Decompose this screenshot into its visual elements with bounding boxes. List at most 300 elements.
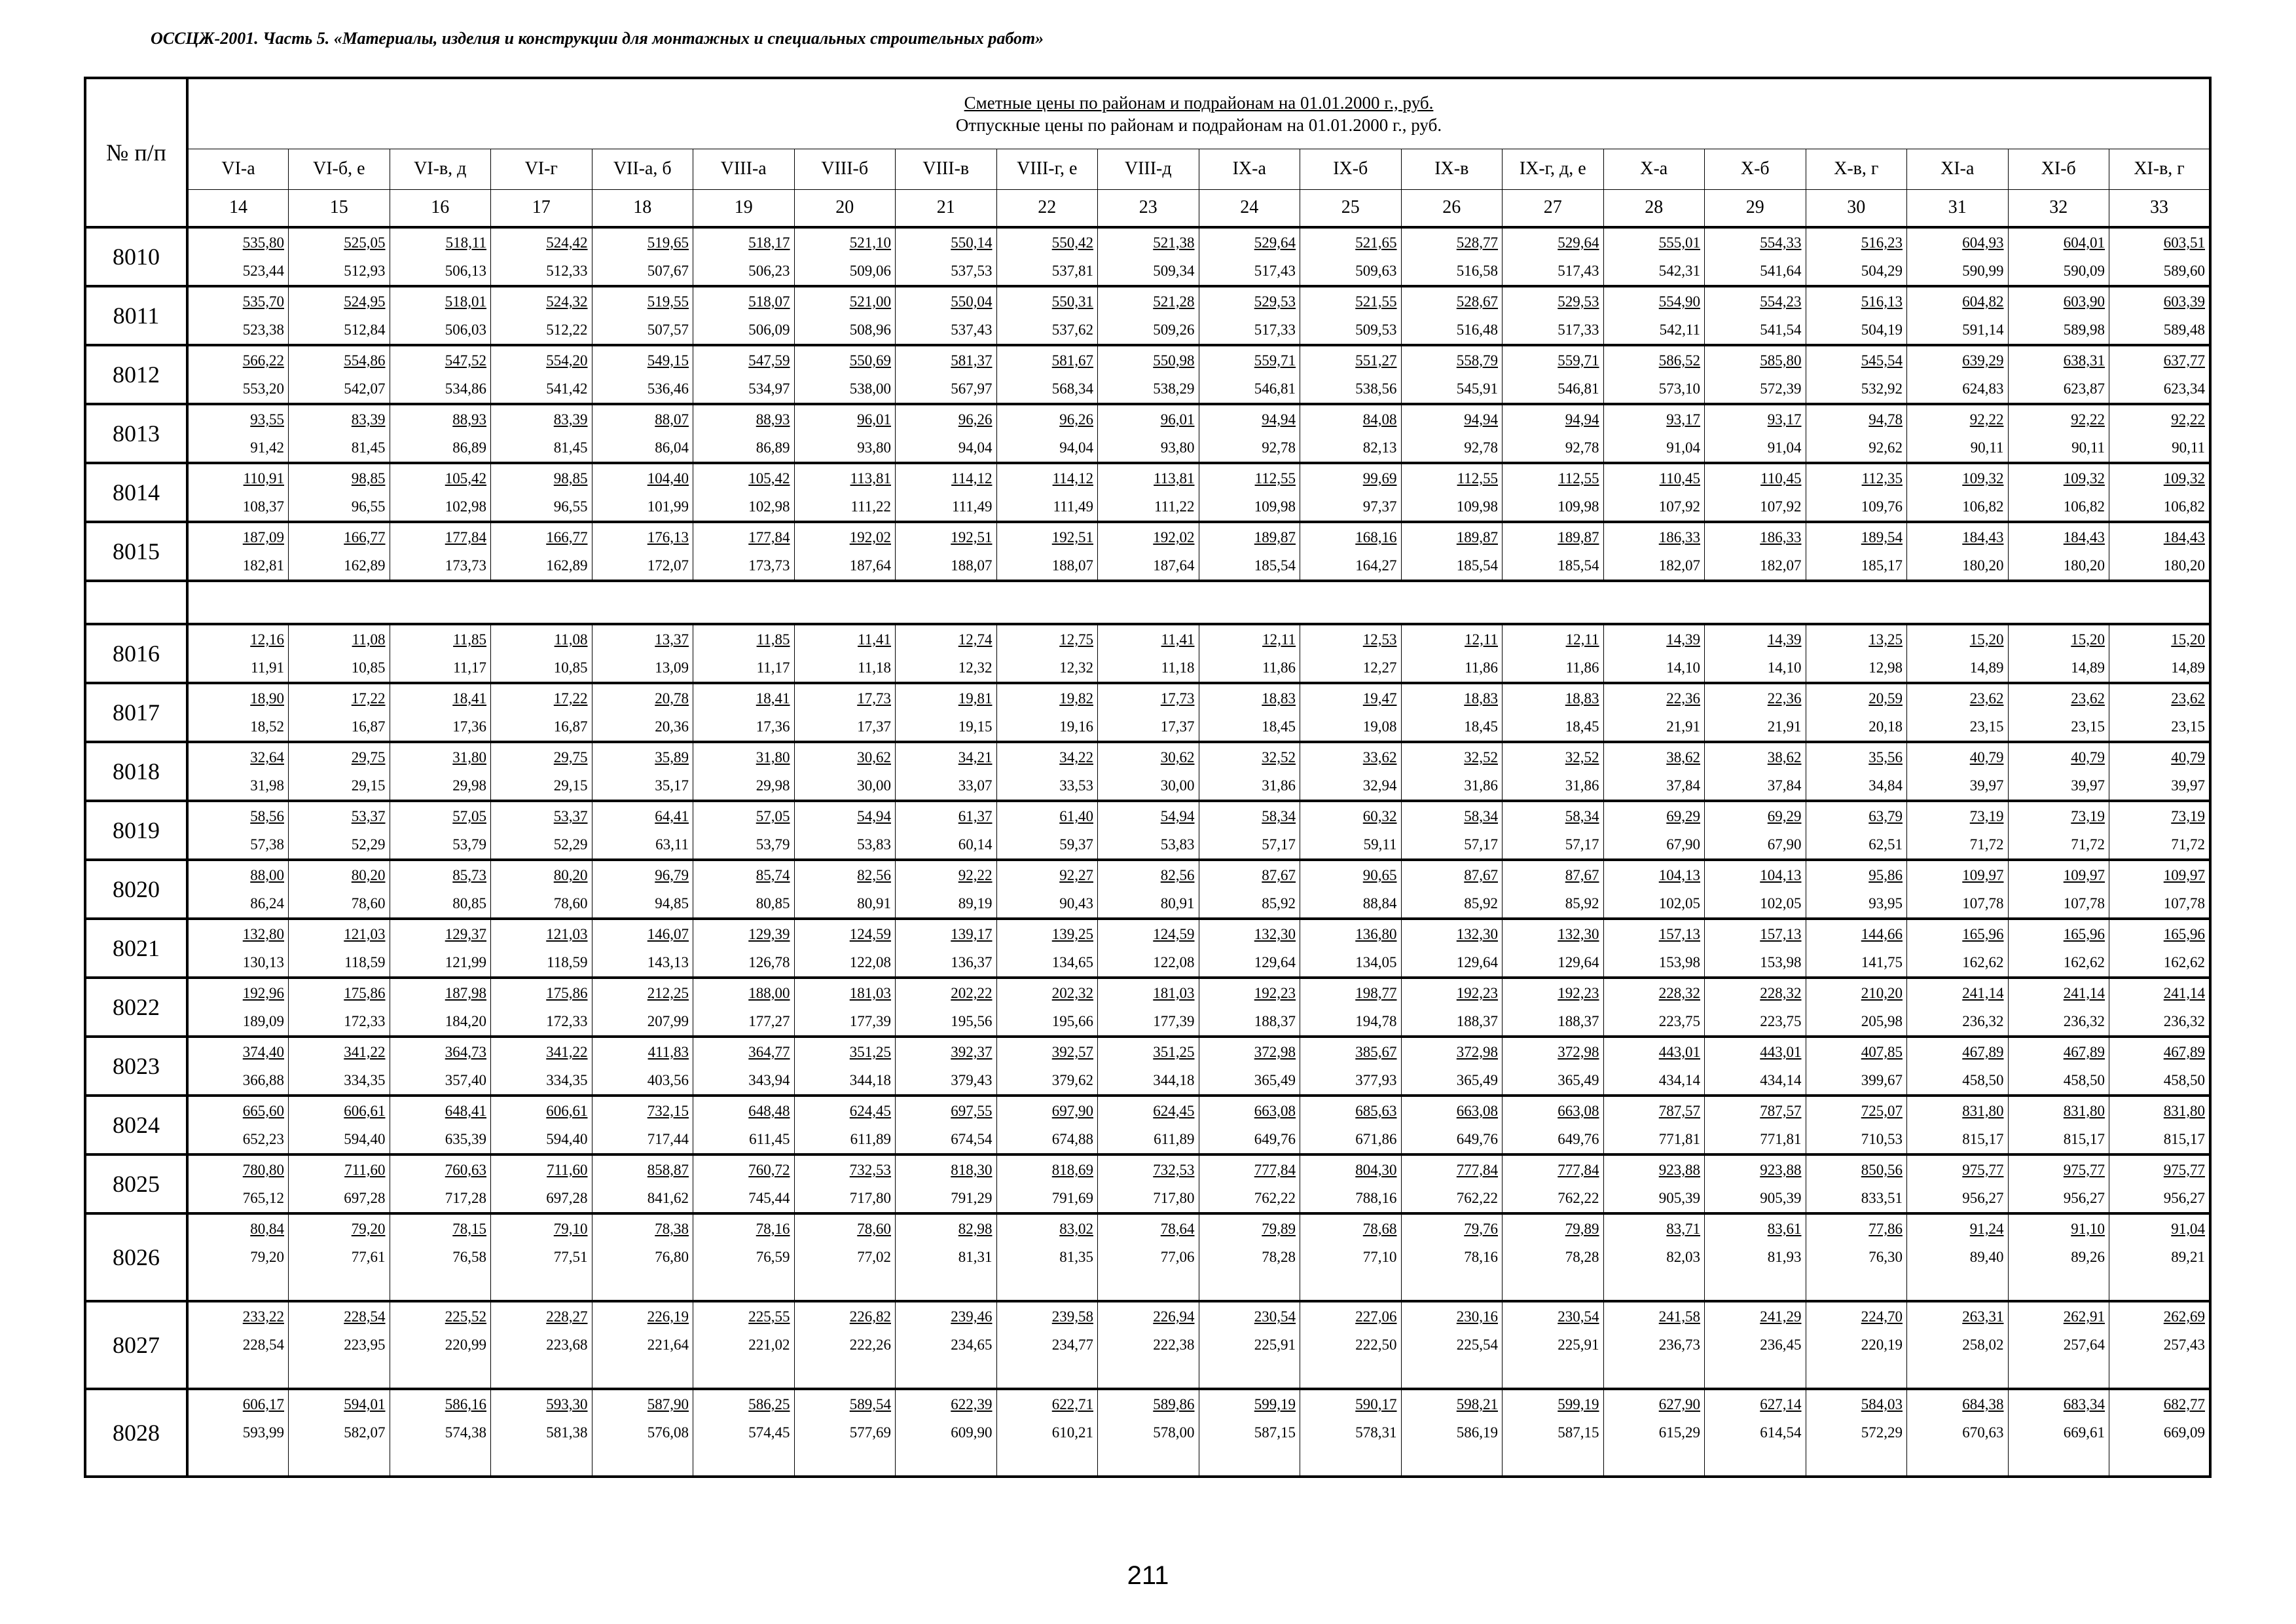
release-price: 182,07	[1760, 557, 1802, 574]
release-price: 534,97	[748, 380, 790, 397]
price-cell	[996, 860, 1098, 919]
estimate-price: 521,55	[1355, 293, 1397, 310]
estimate-price: 61,37	[958, 808, 993, 824]
release-price: 956,27	[2063, 1190, 2105, 1206]
row-code: 8020	[85, 860, 187, 919]
release-price: 223,95	[344, 1337, 386, 1353]
estimate-price: 228,27	[546, 1308, 588, 1325]
column-number: 25	[1300, 189, 1402, 227]
price-cell	[996, 404, 1098, 463]
release-price: 221,64	[647, 1337, 689, 1353]
release-price: 18,45	[1262, 718, 1296, 735]
estimate-price: 198,77	[1355, 985, 1397, 1001]
price-cell	[693, 1389, 795, 1477]
price-cell	[592, 860, 693, 919]
price-cell	[1806, 742, 1907, 801]
column-number: 30	[1806, 189, 1907, 227]
estimate-price: 550,14	[951, 234, 993, 251]
estimate-price: 79,20	[351, 1221, 386, 1237]
estimate-price: 241,14	[2063, 985, 2105, 1001]
price-cell	[794, 919, 896, 978]
price-cell	[896, 404, 997, 463]
release-price: 164,27	[1355, 557, 1397, 574]
release-price: 14,89	[1969, 659, 2004, 676]
release-price: 586,19	[1456, 1424, 1498, 1441]
estimate-price: 113,81	[850, 470, 891, 487]
release-price: 182,81	[242, 557, 284, 574]
estimate-price: 529,64	[1558, 234, 1599, 251]
estimate-price: 528,67	[1456, 293, 1498, 310]
release-price: 591,14	[1962, 322, 2004, 338]
release-price: 542,11	[1659, 322, 1700, 338]
estimate-price: 228,32	[1658, 985, 1700, 1001]
table-row	[85, 1037, 2210, 1096]
column-number: 18	[592, 189, 693, 227]
release-price: 18,45	[1565, 718, 1599, 735]
estimate-price: 77,86	[1868, 1221, 1903, 1237]
estimate-price: 189,87	[1254, 529, 1296, 545]
price-cell	[896, 522, 997, 581]
estimate-price: 88,07	[655, 411, 689, 428]
estimate-price: 239,46	[951, 1308, 993, 1325]
estimate-price: 14,39	[1767, 631, 1802, 648]
estimate-price: 78,38	[655, 1221, 689, 1237]
release-price: 14,89	[2071, 659, 2105, 676]
estimate-price: 525,05	[344, 234, 386, 251]
release-price: 33,53	[1059, 777, 1093, 794]
release-price: 52,29	[553, 836, 588, 853]
price-cell	[1907, 522, 2009, 581]
estimate-price-caption: Сметные цены по районам и подрайонам на 01.01.2000 г., руб.	[964, 92, 1434, 113]
estimate-price: 17,73	[857, 690, 891, 707]
estimate-price: 187,09	[242, 529, 284, 545]
estimate-price: 186,33	[1760, 529, 1802, 545]
release-price: 20,36	[655, 718, 689, 735]
estimate-price: 109,32	[1962, 470, 2004, 487]
release-price: 546,81	[1254, 380, 1296, 397]
release-price: 635,39	[445, 1131, 486, 1147]
estimate-price: 606,61	[546, 1103, 588, 1119]
release-price: 537,62	[1051, 322, 1093, 338]
release-price: 143,13	[647, 954, 689, 970]
price-cell	[187, 463, 289, 522]
release-price: 13,09	[655, 659, 689, 676]
release-price: 109,98	[1558, 498, 1599, 515]
release-price: 815,17	[2163, 1131, 2205, 1147]
estimate-price: 93,17	[1767, 411, 1802, 428]
estimate-price: 547,52	[445, 352, 486, 369]
price-cell	[592, 742, 693, 801]
release-price: 587,15	[1254, 1424, 1296, 1441]
number-column-header: № п/п	[85, 78, 187, 227]
release-price: 710,53	[1861, 1131, 1903, 1147]
price-cell	[289, 1096, 390, 1154]
estimate-price: 157,13	[1760, 926, 1802, 942]
release-price: 611,89	[850, 1131, 891, 1147]
price-cell	[187, 860, 289, 919]
release-price: 89,19	[958, 895, 993, 912]
estimate-price: 519,55	[647, 293, 689, 310]
release-price: 541,64	[1760, 263, 1802, 279]
estimate-price: 17,22	[351, 690, 386, 707]
price-cell	[1806, 345, 1907, 404]
estimate-price: 581,67	[1051, 352, 1093, 369]
price-cell	[1098, 1301, 1199, 1389]
price-cell	[2008, 919, 2109, 978]
estimate-price: 58,34	[1262, 808, 1296, 824]
release-price: 12,98	[1868, 659, 1903, 676]
price-cell	[693, 624, 795, 683]
price-cell	[390, 1096, 491, 1154]
price-cell	[1705, 404, 1806, 463]
price-cell	[1806, 522, 1907, 581]
release-price: 195,66	[1051, 1013, 1093, 1029]
release-price: 102,98	[748, 498, 790, 515]
price-cell	[1806, 683, 1907, 742]
estimate-price: 975,77	[1962, 1162, 2004, 1178]
estimate-price: 93,55	[250, 411, 284, 428]
estimate-price: 189,54	[1861, 529, 1903, 545]
price-cell	[1503, 1096, 1604, 1154]
price-cell	[2109, 345, 2211, 404]
release-price: 343,94	[748, 1072, 790, 1088]
price-cell	[794, 801, 896, 860]
price-cell	[1098, 522, 1199, 581]
estimate-price: 83,39	[553, 411, 588, 428]
price-cell	[1907, 742, 2009, 801]
district-header: IX-б	[1300, 149, 1402, 189]
estimate-price: 202,32	[1051, 985, 1093, 1001]
estimate-price: 32,64	[250, 749, 284, 766]
price-cell	[1907, 978, 2009, 1037]
row-code: 8023	[85, 1037, 187, 1096]
release-price: 516,48	[1456, 322, 1498, 338]
release-price: 745,44	[748, 1190, 790, 1206]
price-cell	[1199, 742, 1300, 801]
release-price: 538,29	[1153, 380, 1195, 397]
estimate-price: 82,98	[958, 1221, 993, 1237]
row-code: 8019	[85, 801, 187, 860]
estimate-price: 85,73	[452, 867, 486, 883]
estimate-price: 777,84	[1456, 1162, 1498, 1178]
price-cell	[693, 860, 795, 919]
estimate-price: 787,57	[1760, 1103, 1802, 1119]
estimate-price: 665,60	[242, 1103, 284, 1119]
price-cell	[390, 860, 491, 919]
release-price: 180,20	[1962, 557, 2004, 574]
price-cell	[1503, 1154, 1604, 1213]
price-cell	[390, 1154, 491, 1213]
release-price: 587,15	[1558, 1424, 1599, 1441]
price-cell	[1503, 463, 1604, 522]
estimate-price: 227,06	[1355, 1308, 1397, 1325]
release-price: 122,08	[849, 954, 891, 970]
price-cell	[187, 1096, 289, 1154]
release-price: 109,98	[1456, 498, 1498, 515]
price-cell	[693, 683, 795, 742]
estimate-price: 372,98	[1254, 1044, 1296, 1060]
estimate-price: 831,80	[2063, 1103, 2105, 1119]
release-price: 93,80	[1160, 439, 1195, 456]
estimate-price: 341,22	[546, 1044, 588, 1060]
price-cell	[390, 286, 491, 345]
price-cell	[896, 683, 997, 742]
release-price: 126,78	[748, 954, 790, 970]
estimate-price: 467,89	[2063, 1044, 2105, 1060]
price-cell	[1401, 1154, 1503, 1213]
estimate-price: 192,96	[242, 985, 284, 1001]
release-price: 257,43	[2163, 1337, 2205, 1353]
price-cell	[996, 624, 1098, 683]
estimate-price: 114,12	[1052, 470, 1093, 487]
estimate-price: 34,21	[958, 749, 993, 766]
price-cell	[1401, 860, 1503, 919]
price-cell	[1806, 978, 1907, 1037]
estimate-price: 521,00	[849, 293, 891, 310]
release-price: 111,49	[951, 498, 993, 515]
release-price: 512,22	[546, 322, 588, 338]
price-cell	[896, 1301, 997, 1389]
release-price: 546,81	[1558, 380, 1599, 397]
release-price: 91,04	[1666, 439, 1700, 456]
estimate-price: 599,19	[1254, 1396, 1296, 1412]
release-price: 52,29	[351, 836, 386, 853]
price-cell	[794, 683, 896, 742]
table-row	[85, 522, 2210, 581]
estimate-price: 132,30	[1456, 926, 1498, 942]
price-cell	[1603, 286, 1705, 345]
release-price: 365,49	[1254, 1072, 1296, 1088]
estimate-price: 69,29	[1767, 808, 1802, 824]
price-cell	[1907, 286, 2009, 345]
release-price: 762,22	[1558, 1190, 1599, 1206]
price-cell	[1503, 286, 1604, 345]
estimate-price: 192,23	[1558, 985, 1599, 1001]
release-price: 29,98	[452, 777, 486, 794]
price-cell	[693, 345, 795, 404]
price-cell	[1603, 683, 1705, 742]
estimate-price: 112,55	[1254, 470, 1296, 487]
estimate-price: 82,56	[1160, 867, 1195, 883]
release-price: 18,45	[1464, 718, 1498, 735]
price-cell	[794, 1213, 896, 1301]
estimate-price: 262,69	[2163, 1308, 2205, 1325]
estimate-price: 372,98	[1456, 1044, 1498, 1060]
estimate-price: 554,20	[546, 352, 588, 369]
estimate-price: 83,71	[1666, 1221, 1700, 1237]
price-cell	[592, 1154, 693, 1213]
release-price: 17,37	[1160, 718, 1195, 735]
release-price: 76,59	[756, 1249, 790, 1265]
estimate-price: 535,80	[242, 234, 284, 251]
estimate-price: 17,73	[1160, 690, 1195, 707]
price-cell	[693, 1096, 795, 1154]
release-price: 86,89	[452, 439, 486, 456]
release-price: 172,33	[344, 1013, 386, 1029]
price-cell	[896, 1389, 997, 1477]
release-price: 71,72	[2071, 836, 2105, 853]
estimate-price: 80,20	[351, 867, 386, 883]
column-number: 31	[1907, 189, 2009, 227]
price-cell	[1300, 522, 1402, 581]
estimate-price: 124,59	[1153, 926, 1195, 942]
price-cell	[1300, 860, 1402, 919]
estimate-price: 87,67	[1464, 867, 1498, 883]
release-price: 509,34	[1153, 263, 1195, 279]
estimate-price: 110,45	[1760, 470, 1802, 487]
price-cell	[1705, 227, 1806, 286]
release-price: 594,40	[344, 1131, 386, 1147]
estimate-price: 518,07	[748, 293, 790, 310]
price-cell	[2008, 860, 2109, 919]
estimate-price: 94,78	[1868, 411, 1903, 428]
price-table	[84, 77, 2212, 1478]
price-cell	[1300, 1389, 1402, 1477]
release-price: 956,27	[2163, 1190, 2205, 1206]
estimate-price: 648,41	[445, 1103, 486, 1119]
estimate-price: 58,34	[1565, 808, 1599, 824]
price-cell	[1199, 1096, 1300, 1154]
estimate-price: 121,03	[344, 926, 386, 942]
estimate-price: 93,17	[1666, 411, 1700, 428]
release-price: 134,65	[1051, 954, 1093, 970]
price-cell	[1098, 463, 1199, 522]
estimate-price: 529,64	[1254, 234, 1296, 251]
estimate-price: 581,37	[951, 352, 993, 369]
price-cell	[996, 1301, 1098, 1389]
estimate-price: 566,22	[242, 352, 284, 369]
estimate-price: 88,93	[756, 411, 790, 428]
price-cell	[592, 801, 693, 860]
price-cell	[996, 1154, 1098, 1213]
price-cell	[1401, 742, 1503, 801]
release-price: 11,18	[1161, 659, 1195, 676]
table-row	[85, 463, 2210, 522]
release-price: 11,86	[1262, 659, 1296, 676]
estimate-price: 92,22	[1969, 411, 2004, 428]
estimate-price: 554,90	[1658, 293, 1700, 310]
release-price: 577,69	[849, 1424, 891, 1441]
price-cell	[693, 801, 795, 860]
price-cell	[390, 522, 491, 581]
release-price: 89,40	[1969, 1249, 2004, 1265]
release-price: 19,08	[1362, 718, 1397, 735]
estimate-price: 105,42	[748, 470, 790, 487]
price-cell	[187, 1213, 289, 1301]
release-price: 506,13	[445, 263, 486, 279]
price-cell	[2008, 1389, 2109, 1477]
release-price: 134,05	[1355, 954, 1397, 970]
price-cell	[1907, 463, 2009, 522]
price-cell	[390, 1389, 491, 1477]
release-price: 717,80	[1153, 1190, 1195, 1206]
estimate-price: 19,82	[1059, 690, 1093, 707]
release-price: 506,09	[748, 322, 790, 338]
price-cell	[794, 1301, 896, 1389]
price-cell	[592, 1389, 693, 1477]
estimate-price: 372,98	[1558, 1044, 1599, 1060]
release-price: 111,22	[850, 498, 891, 515]
estimate-price: 777,84	[1254, 1162, 1296, 1178]
release-price: 509,53	[1355, 322, 1397, 338]
price-cell	[1503, 1301, 1604, 1389]
estimate-price: 760,63	[445, 1162, 486, 1178]
price-cell	[794, 978, 896, 1037]
estimate-price: 732,53	[849, 1162, 891, 1178]
release-price: 771,81	[1760, 1131, 1802, 1147]
estimate-price: 559,71	[1558, 352, 1599, 369]
price-cell	[2008, 1301, 2109, 1389]
estimate-price: 374,40	[242, 1044, 284, 1060]
price-cell	[1705, 345, 1806, 404]
estimate-price: 78,68	[1362, 1221, 1397, 1237]
release-price: 141,75	[1861, 954, 1903, 970]
release-price: 80,91	[857, 895, 891, 912]
release-price: 94,04	[958, 439, 993, 456]
estimate-price: 79,10	[553, 1221, 588, 1237]
price-cell	[896, 463, 997, 522]
price-cell	[2109, 1154, 2211, 1213]
price-cell	[1907, 860, 2009, 919]
estimate-price: 17,22	[553, 690, 588, 707]
release-price: 222,26	[849, 1337, 891, 1353]
estimate-price: 787,57	[1658, 1103, 1700, 1119]
estimate-price: 528,77	[1456, 234, 1498, 251]
price-cell	[2109, 1213, 2211, 1301]
price-cell	[996, 227, 1098, 286]
price-cell	[1098, 286, 1199, 345]
price-cell	[996, 1389, 1098, 1477]
estimate-price: 88,93	[452, 411, 486, 428]
estimate-price: 92,22	[2171, 411, 2205, 428]
release-price: 188,37	[1254, 1013, 1296, 1029]
estimate-price: 606,17	[242, 1396, 284, 1412]
column-number: 21	[896, 189, 997, 227]
table-row	[85, 1154, 2210, 1213]
price-cell	[996, 683, 1098, 742]
price-cell	[1603, 860, 1705, 919]
price-cell	[1907, 345, 2009, 404]
price-cell	[794, 1096, 896, 1154]
price-cell	[187, 1389, 289, 1477]
price-cell	[1300, 978, 1402, 1037]
price-cell	[1300, 286, 1402, 345]
price-cell	[896, 1213, 997, 1301]
estimate-price: 12,11	[1262, 631, 1296, 648]
estimate-price: 586,52	[1658, 352, 1700, 369]
price-cell	[289, 345, 390, 404]
estimate-price: 136,80	[1355, 926, 1397, 942]
release-price: 30,00	[1160, 777, 1195, 794]
estimate-price: 551,27	[1355, 352, 1397, 369]
estimate-price: 241,14	[2163, 985, 2205, 1001]
estimate-price: 226,94	[1153, 1308, 1195, 1325]
release-price: 537,43	[951, 322, 993, 338]
table-row	[85, 227, 2210, 286]
release-price: 57,17	[1262, 836, 1296, 853]
estimate-price: 31,80	[756, 749, 790, 766]
price-cell	[1705, 801, 1806, 860]
estimate-price: 11,41	[858, 631, 891, 648]
estimate-price: 516,13	[1861, 293, 1903, 310]
spacer-number-cell	[85, 581, 187, 624]
release-price: 11,86	[1565, 659, 1599, 676]
estimate-price: 622,71	[1051, 1396, 1093, 1412]
release-price: 80,91	[1160, 895, 1195, 912]
release-price: 67,90	[1666, 836, 1700, 853]
price-cell	[2008, 1213, 2109, 1301]
column-number: 15	[289, 189, 390, 227]
